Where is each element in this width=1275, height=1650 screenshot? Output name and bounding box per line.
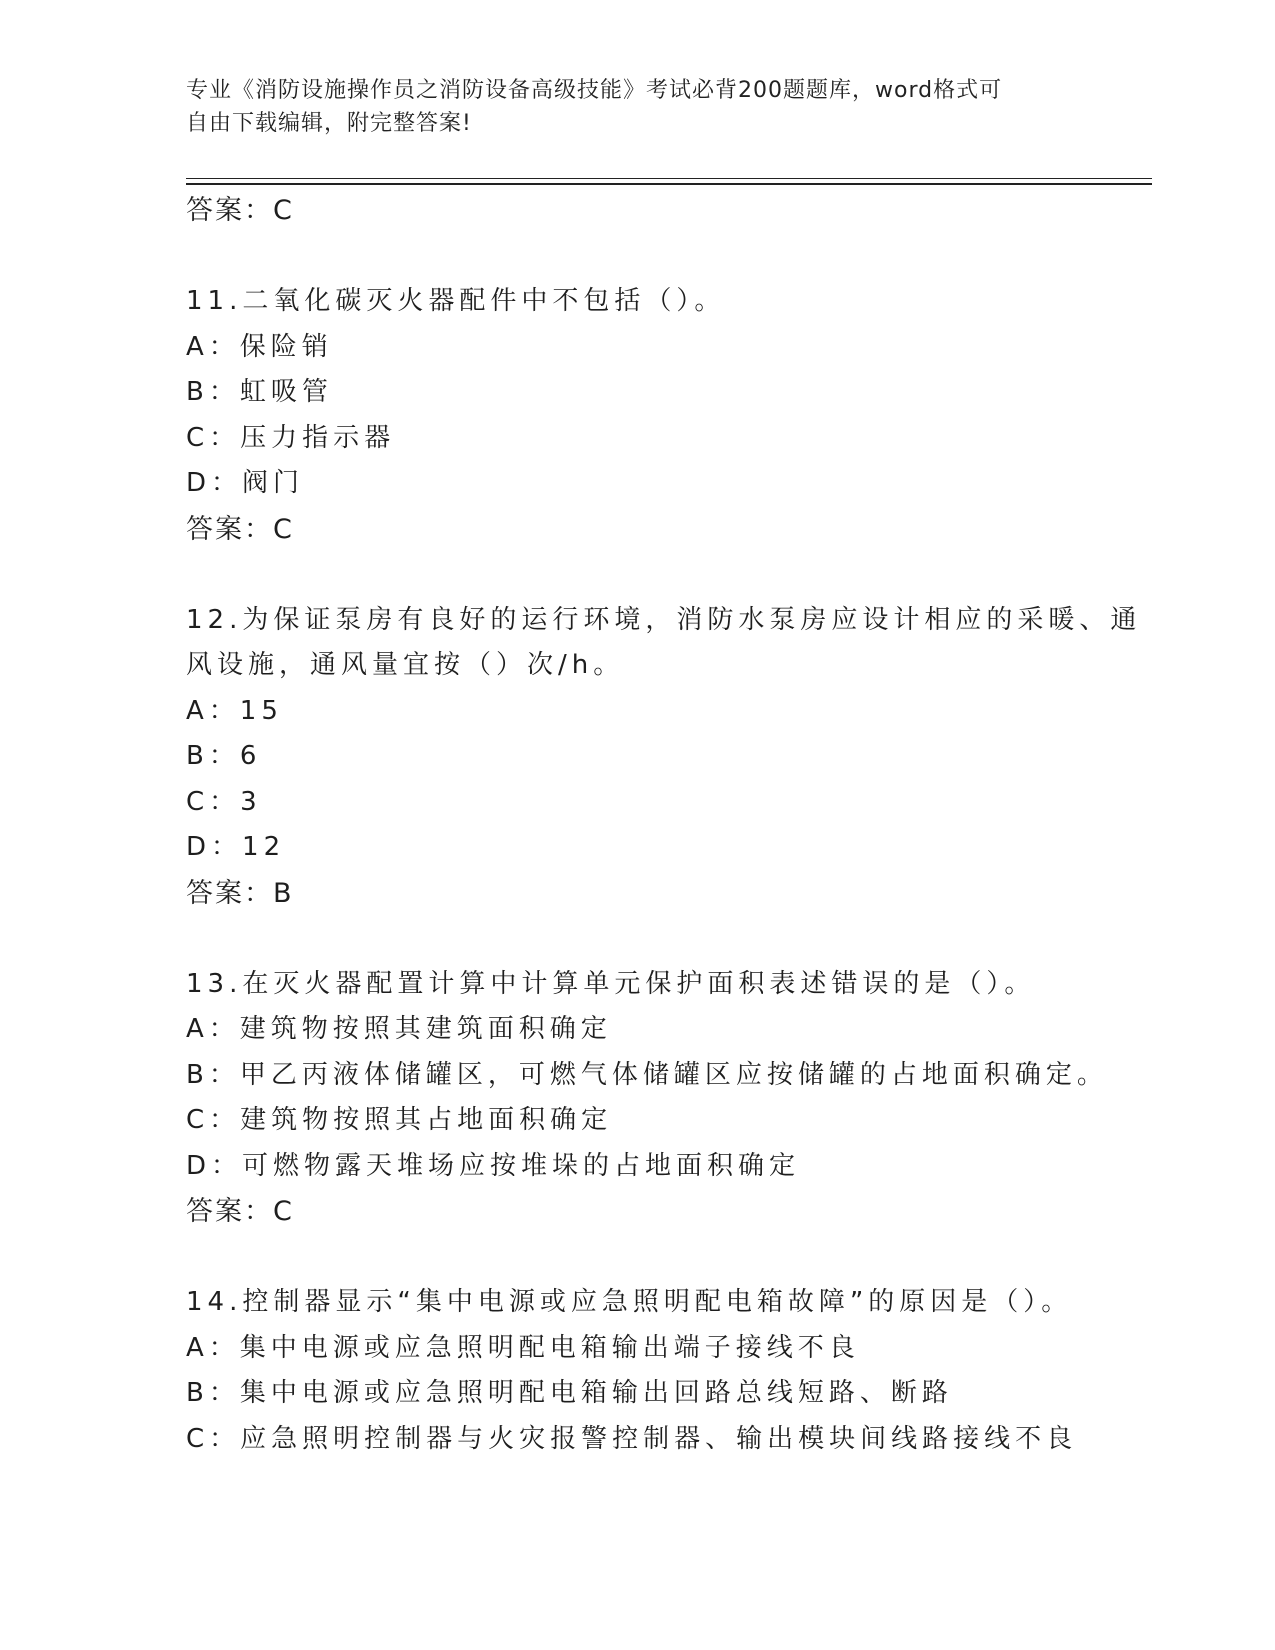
option-d: D：12 — [186, 832, 286, 862]
question-text: 13.在灭火器配置计算中计算单元保护面积表述错误的是（）。 — [186, 968, 1036, 999]
document-header — [186, 74, 1086, 140]
option-a: A：集中电源或应急照明配电箱输出端子接线不良 — [186, 1332, 860, 1363]
option-d: D：阀门 — [186, 468, 305, 498]
option-c: C：建筑物按照其占地面积确定 — [186, 1105, 613, 1135]
option-c: C：应急照明控制器与火灾报警控制器、输出模块间线路接线不良 — [186, 1423, 1078, 1454]
spacer — [186, 234, 1086, 280]
question-13 — [186, 962, 1108, 1235]
spacer — [186, 916, 1086, 962]
answer-line: 答案：C — [186, 513, 294, 545]
answer-line: 答案：C — [186, 195, 294, 226]
question-list — [186, 188, 1142, 1462]
option-b: B：虹吸管 — [186, 377, 333, 407]
question-11 — [186, 279, 1086, 552]
header-line-2: 自由下载编辑，附完整答案! — [186, 111, 472, 136]
header-rule-thick — [186, 183, 1152, 185]
option-b: B：6 — [186, 741, 262, 771]
option-b: B：集中电源或应急照明配电箱输出回路总线短路、断路 — [186, 1378, 953, 1408]
question-12 — [186, 598, 1142, 917]
question-text: 11.二氧化碳灭火器配件中不包括（）。 — [186, 286, 726, 316]
question-14 — [186, 1280, 1086, 1462]
header-line-1: 专业《消防设施操作员之消防设备高级技能》考试必背200题题库，word格式可 — [186, 78, 1003, 103]
question-text: 14.控制器显示“集中电源或应急照明配电箱故障”的原因是（）。 — [186, 1287, 1073, 1317]
spacer — [186, 1235, 1086, 1281]
option-a: A：建筑物按照其建筑面积确定 — [186, 1014, 612, 1044]
option-b: B：甲乙丙液体储罐区，可燃气体储罐区应按储罐的占地面积确定。 — [186, 1059, 1108, 1090]
header-rule-thin — [186, 178, 1152, 179]
answer-line: 答案：B — [186, 877, 294, 909]
question-text: 12.为保证泵房有良好的运行环境，消防水泵房应设计相应的采暖、通 — [186, 604, 1142, 635]
option-c: C：3 — [186, 786, 262, 817]
option-c: C：压力指示器 — [186, 422, 396, 453]
option-a: A：15 — [186, 695, 283, 726]
question-text-continued: 风设施，通风量宜按（）次/h。 — [186, 650, 625, 680]
answer-line: 答案：C — [186, 1196, 294, 1227]
spacer — [186, 552, 1086, 598]
option-a: A：保险销 — [186, 331, 333, 362]
option-d: D：可燃物露天堆场应按堆垛的占地面积确定 — [186, 1150, 801, 1181]
